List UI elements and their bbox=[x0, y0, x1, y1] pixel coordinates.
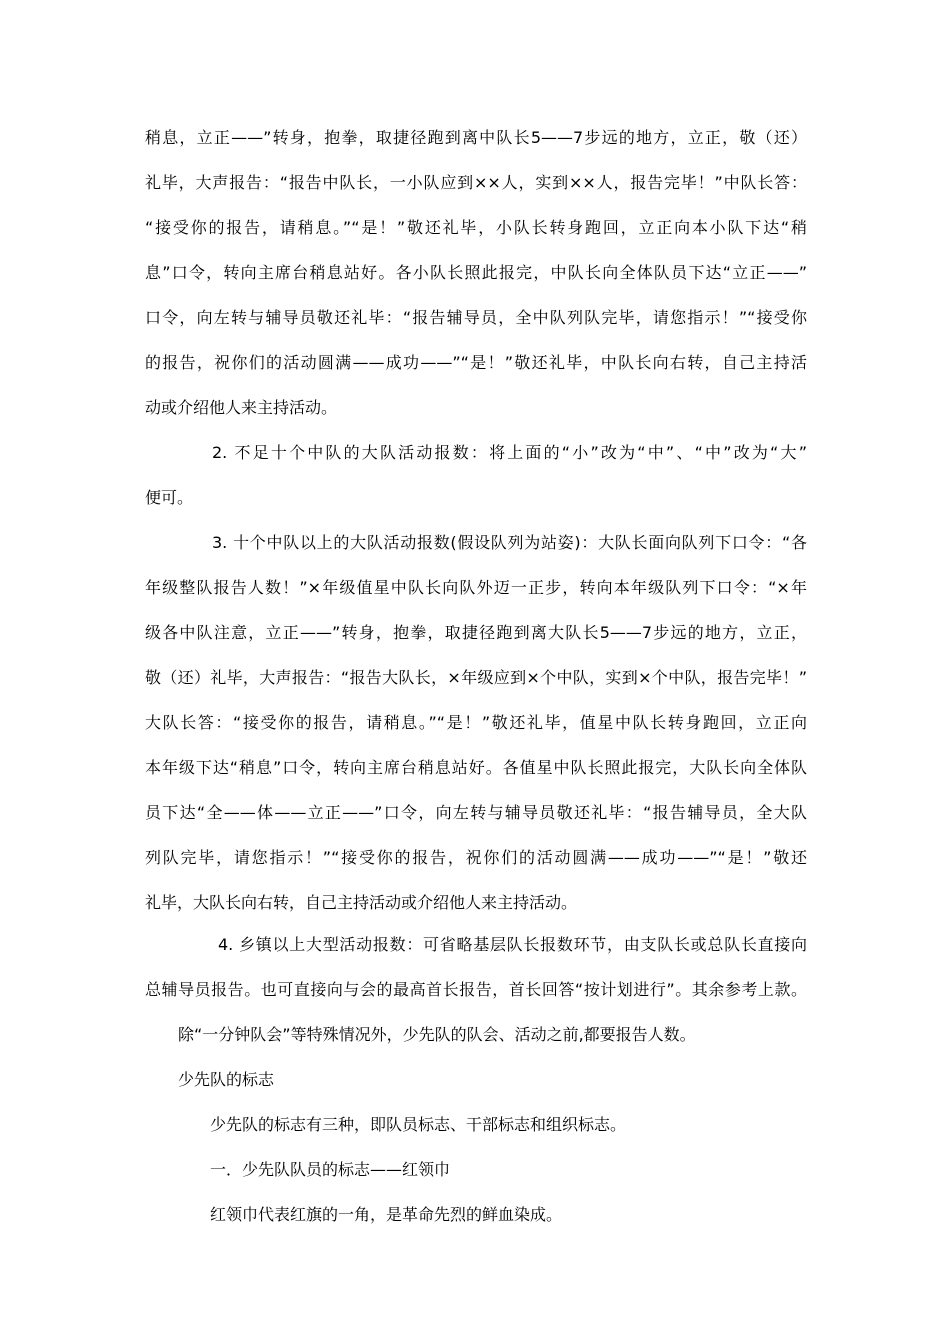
paragraph-line: 本年级下达“稍息”口令，转向主席台稍息站好。各值星中队长照此报完，大队长向全体队 bbox=[145, 758, 807, 777]
paragraph-line: 动或介绍他人来主持活动。 bbox=[145, 398, 338, 417]
paragraph-line: 列队完毕，请您指示！”“接受你的报告，祝你们的活动圆满——成功——”“是！”敬还 bbox=[145, 848, 807, 867]
section-heading: 少先队的标志 bbox=[178, 1070, 275, 1089]
paragraph-line: 的报告，祝你们的活动圆满——成功——”“是！”敬还礼毕，中队长向右转，自己主持活 bbox=[145, 353, 807, 372]
subsection-heading: 一．少先队队员的标志——红领巾 bbox=[210, 1160, 451, 1179]
paragraph-line: 级各中队注意，立正——”转身，抱拳，取捷径跑到离大队长5——7步远的地方，立正， bbox=[145, 623, 807, 642]
paragraph-line: 息”口令，转向主席台稍息站好。各小队长照此报完，中队长向全体队员下达“立正——” bbox=[145, 263, 807, 282]
paragraph-line: 年级整队报告人数！”×年级值星中队长向队外迈一正步，转向本年级队列下口令：“×年 bbox=[145, 578, 807, 597]
paragraph-line: 稍息，立正——”转身，抱拳，取捷径跑到离中队长5——7步远的地方，立正，敬（还） bbox=[145, 128, 807, 147]
body-paragraph: 红领巾代表红旗的一角，是革命先烈的鲜血染成。 bbox=[210, 1205, 563, 1224]
paragraph-line: 礼毕，大队长向右转，自己主持活动或介绍他人来主持活动。 bbox=[145, 893, 578, 912]
paragraph-line: 敬（还）礼毕，大声报告：“报告大队长，×年级应到×个中队，实到×个中队，报告完毕！” bbox=[145, 668, 807, 687]
list-item-3: 3. 十个中队以上的大队活动报数(假设队列为站姿)：大队长面向队列下口令：“各 bbox=[212, 533, 807, 552]
paragraph-line: 大队长答：“接受你的报告，请稍息。”“是！”敬还礼毕，值星中队长转身跑回，立正向 bbox=[145, 713, 807, 732]
paragraph-line: 总辅导员报告。也可直接向与会的最高首长报告，首长回答“按计划进行”。其余参考上款。 bbox=[145, 980, 807, 999]
paragraph-line: 员下达“全——体——立正——”口令，向左转与辅导员敬还礼毕：“报告辅导员，全大队 bbox=[145, 803, 807, 822]
paragraph-line: 便可。 bbox=[145, 488, 194, 507]
paragraph-line: “接受你的报告，请稍息。”“是！”敬还礼毕，小队长转身跑回，立正向本小队下达“稍 bbox=[145, 218, 807, 237]
paragraph-line: 口令，向左转与辅导员敬还礼毕：“报告辅导员，全中队列队完毕，请您指示！”“接受你 bbox=[145, 308, 807, 327]
intro-paragraph: 少先队的标志有三种，即队员标志、干部标志和组织标志。 bbox=[210, 1115, 627, 1134]
note-paragraph: 除“一分钟队会”等特殊情况外，少先队的队会、活动之前,都要报告人数。 bbox=[178, 1025, 696, 1044]
paragraph-line: 礼毕，大声报告：“报告中队长，一小队应到××人，实到××人，报告完毕！”中队长答： bbox=[145, 173, 807, 192]
list-item-4: 4. 乡镇以上大型活动报数：可省略基层队长报数环节，由支队长或总队长直接向 bbox=[218, 935, 807, 954]
list-item-2: 2. 不足十个中队的大队活动报数：将上面的“小”改为“中”、“中”改为“大” bbox=[212, 443, 807, 462]
